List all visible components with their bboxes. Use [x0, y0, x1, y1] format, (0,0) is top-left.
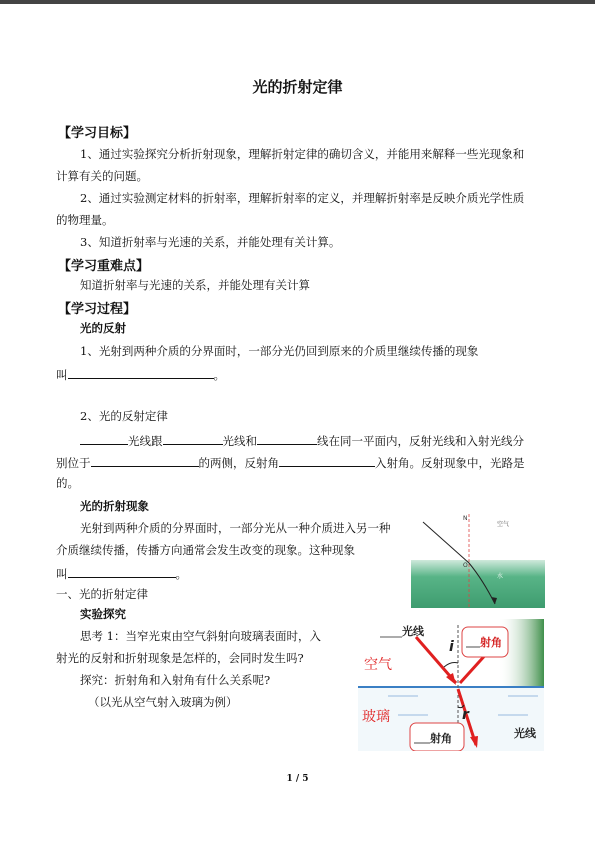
think-line-2: 射光的反射和折射现象是怎样的，会同时发生吗? — [56, 651, 304, 665]
refraction-glass-figure — [358, 619, 544, 751]
incidence-angle-arc — [444, 663, 458, 668]
label-o: O — [463, 562, 468, 569]
law-text-4: 别位于 — [56, 456, 91, 470]
label-ray-bottom: 光线 — [514, 727, 536, 740]
reflection-law-line-3: 的。 — [56, 476, 79, 490]
label-i: i — [449, 639, 454, 655]
reflection-law-title: 2、光的反射定律 — [80, 409, 168, 423]
label-glass: 玻璃 — [362, 709, 390, 725]
refr-prefix: 叫 — [56, 567, 68, 581]
air-region — [411, 508, 545, 560]
think-line-1: 思考 1：当窄光束由空气斜射向玻璃表面时，入 — [80, 629, 321, 643]
page-number: 1 / 5 — [286, 774, 309, 784]
reflection-q1-line-2 — [56, 365, 225, 383]
label-n: N — [463, 515, 468, 522]
label-air: 空气 — [364, 657, 392, 673]
key-points-heading: 【学习重难点】 — [58, 259, 150, 274]
refraction-water-figure — [411, 508, 545, 608]
refraction-law-section: 一、光的折射定律 — [56, 587, 148, 601]
reflection-q1-line-1: 1、光射到两种介质的分界面时，一部分光仍回到原来的介质里继续传播的现象 — [80, 344, 479, 358]
goal-1-line-2: 计算有关的问题。 — [56, 169, 148, 183]
refraction-line-1: 光射到两种介质的分界面时，一部分光从一种介质进入另一种 — [80, 521, 391, 535]
law-text-1: 光线跟 — [128, 434, 163, 448]
refraction-line-3 — [56, 564, 187, 582]
label-angle-bottom: 射角 — [430, 732, 452, 745]
goal-2-line-2: 的物理量。 — [56, 213, 114, 227]
law-text-5: 的两侧，反射角 — [198, 456, 279, 470]
experiment-title: 实验探究 — [80, 607, 126, 621]
goal-1-line-1: 1、通过实验探究分析折射现象，理解折射定律的确切含义，并能用来解释一些光现象和 — [80, 147, 525, 161]
goal-2-line-1: 2、通过实验测定材料的折射率，理解折射率的定义，并理解折射率是反映介质光学性质 — [80, 191, 525, 205]
goals-heading: 【学习目标】 — [58, 126, 137, 141]
label-air: 空气 — [497, 521, 510, 528]
key-points-text: 知道折射率与光速的关系，并能处理有关计算 — [80, 278, 310, 292]
law-blank-2[interactable] — [163, 431, 223, 445]
explore-question: 探究：折射角和入射角有什么关系呢? — [80, 673, 271, 687]
q1-answer-blank[interactable] — [68, 365, 214, 379]
law-text-3: 线在同一平面内，反射光线和入射光线分 — [317, 434, 524, 448]
process-heading: 【学习过程】 — [58, 302, 137, 317]
label-water: 水 — [497, 573, 504, 580]
reflection-law-line-2 — [56, 453, 525, 471]
reflection-law-line-1 — [80, 431, 524, 449]
refr-suffix: 。 — [175, 567, 187, 581]
law-blank-5[interactable] — [279, 453, 375, 467]
law-text-2: 光线和 — [222, 434, 257, 448]
page-top-rule — [0, 0, 595, 4]
label-r: r — [462, 707, 469, 723]
q1-prefix: 叫 — [56, 368, 68, 382]
law-blank-1[interactable] — [80, 431, 128, 445]
law-blank-4[interactable] — [91, 453, 199, 467]
refraction-line-2: 介质继续传播，传播方向通常会发生改变的现象。这种现象 — [56, 543, 355, 557]
refraction-answer-blank[interactable] — [68, 564, 176, 578]
water-region — [411, 560, 545, 608]
page-title: 光的折射定律 — [252, 78, 343, 96]
example-note: （以光从空气射入玻璃为例） — [88, 695, 238, 709]
goal-3: 3、知道折射率与光速的关系，并能处理有关计算。 — [80, 235, 341, 249]
law-blank-3[interactable] — [257, 431, 317, 445]
refraction-title: 光的折射现象 — [80, 499, 149, 513]
label-ray-top: 光线 — [402, 625, 424, 638]
reflection-title: 光的反射 — [80, 321, 126, 335]
q1-suffix: 。 — [213, 368, 225, 382]
law-text-6: 入射角。反射现象中，光路是 — [375, 456, 525, 470]
label-angle-top: 射角 — [480, 636, 502, 649]
